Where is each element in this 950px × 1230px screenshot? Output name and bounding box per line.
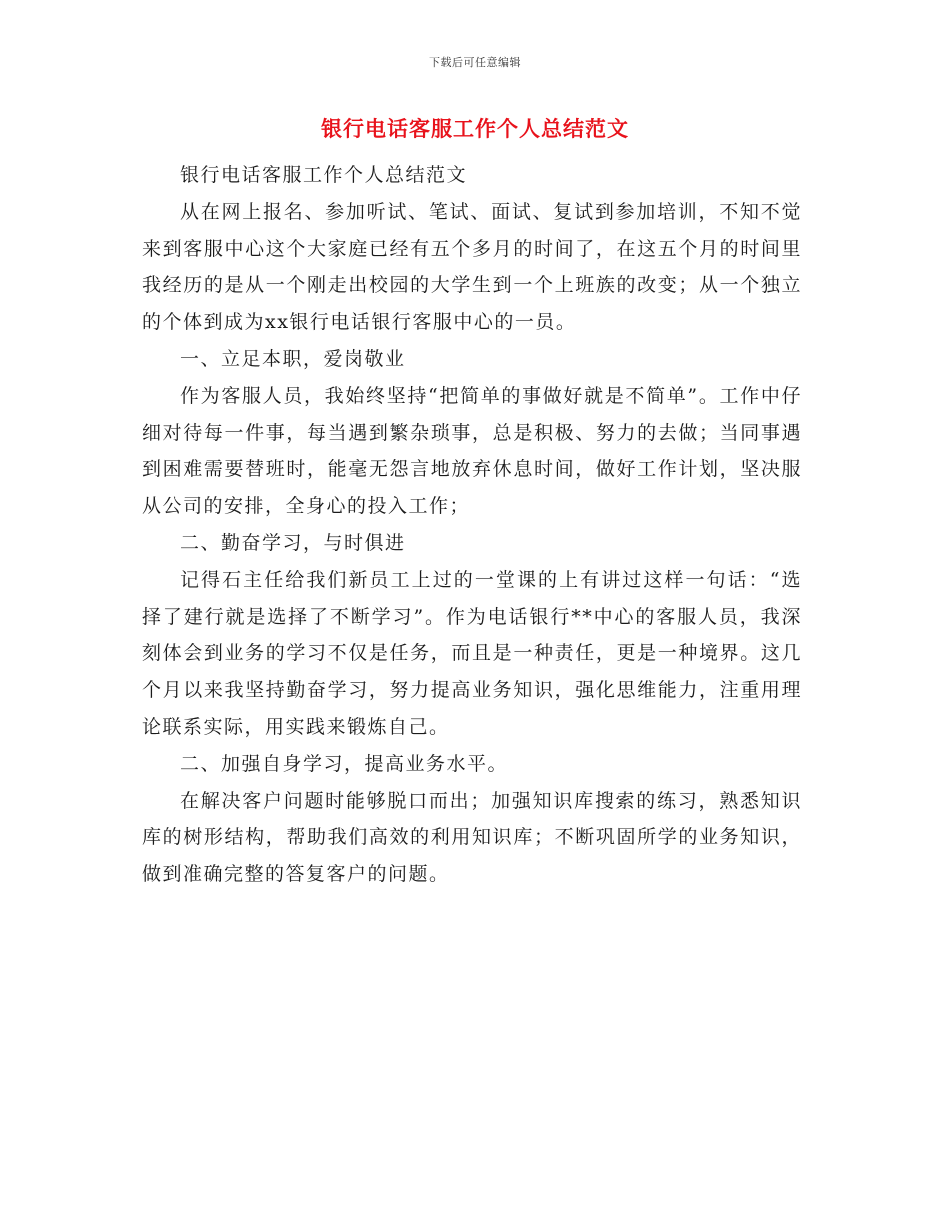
document-title: 银行电话客服工作个人总结范文 bbox=[321, 117, 629, 141]
paragraph-section-2: 记得石主任给我们新员工上过的一堂课的上有讲过这样一句话：“选择了建行就是选择了不断学习”。作为电话银行**中心的客服人员，我深刻体会到业务的学习不仅是任务，而且是一种责任，更是一种境界。这几个月以来我坚持勤奋学习，努力提高业务知识，强化思维能力，注重用理论联系实际，用实践来锻炼自己。 bbox=[142, 568, 802, 738]
header-note: 下载后可任意编辑 bbox=[429, 56, 521, 69]
paragraph-subtitle: 银行电话客服工作个人总结范文 bbox=[180, 164, 468, 186]
section-heading-2: 二、勤奋学习，与时俱进 bbox=[180, 531, 406, 554]
document-body bbox=[142, 157, 802, 893]
paragraph-intro: 从在网上报名、参加听试、笔试、面试、复试到参加培训，不知不觉来到客服中心这个大家庭已经有五个多月的时间了，在这五个月的时间里我经历的是从一个刚走出校园的大学生到一个上班族的改变；从一个独立的个体到成为xx银行电话银行客服中心的一员。 bbox=[142, 200, 802, 334]
section-heading-3: 二、加强自身学习，提高业务水平。 bbox=[180, 752, 509, 775]
section-heading-1: 一、立足本职，爱岗敬业 bbox=[180, 347, 406, 370]
paragraph-section-3: 在解决客户问题时能够脱口而出；加强知识库搜索的练习，熟悉知识库的树形结构，帮助我们高效的利用知识库；不断巩固所学的业务知识，做到准确完整的答复客户的问题。 bbox=[142, 789, 802, 886]
paragraph-section-1: 作为客服人员，我始终坚持“把简单的事做好就是不简单”。工作中仔细对待每一件事，每当遇到繁杂琐事，总是积极、努力的去做；当同事遇到困难需要替班时，能毫无怨言地放弃休息时间，做好工作计划，坚决服从公司的安排，全身心的投入工作； bbox=[142, 384, 802, 518]
